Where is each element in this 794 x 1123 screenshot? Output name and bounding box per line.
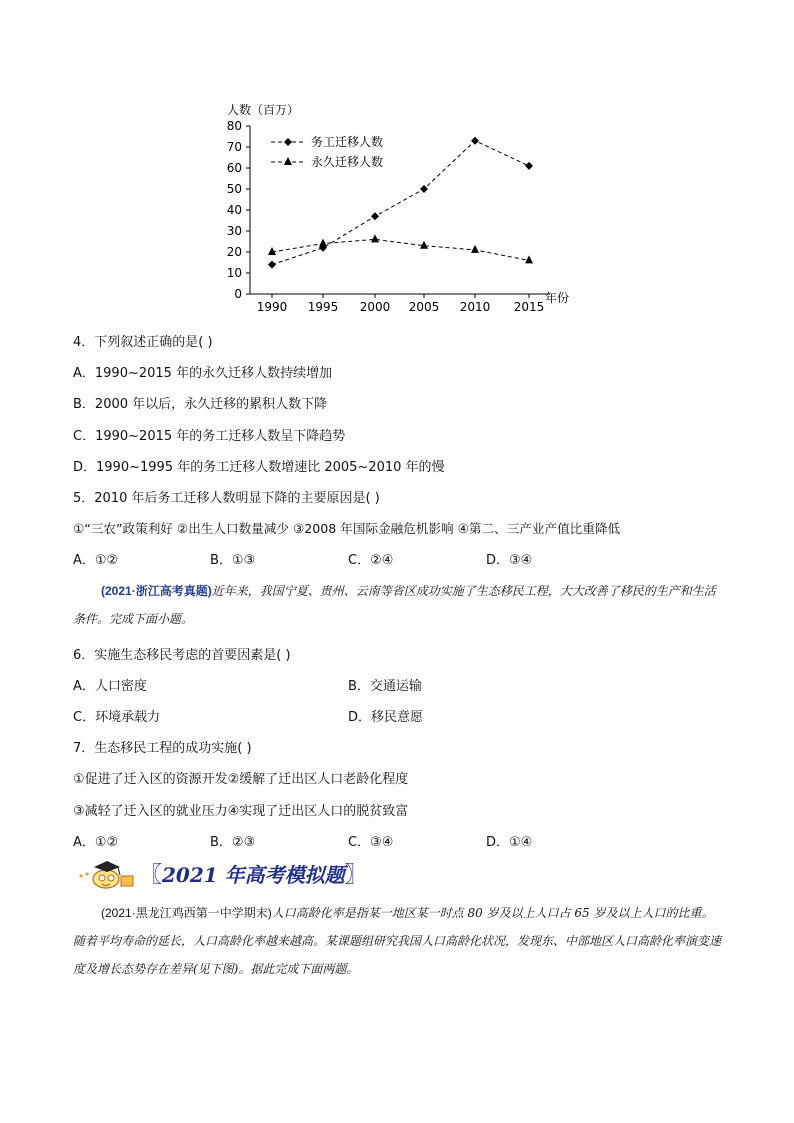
data-point-triangle: [471, 245, 479, 253]
data-point-diamond: [471, 137, 479, 145]
legend-marker-triangle: [284, 157, 292, 165]
y-tick-label: 80: [226, 119, 242, 133]
legend-marker-diamond: [284, 138, 292, 146]
intro-zhejiang-source: (2021·浙江高考真题): [101, 584, 212, 598]
y-tick-label: 20: [226, 245, 242, 259]
intro-zhejiang: [73, 577, 723, 633]
x-tick-label: 1995: [307, 300, 339, 314]
q4-option-b[interactable]: B．2000 年以后，永久迁移的累积人数下降: [73, 397, 328, 412]
intro-zhejiang-text: 近年来，我国宁夏、贵州、云南等省区成功实施了生态移民工程，大大改善了移民的生产和生活条件。完成下面小题。: [73, 584, 716, 626]
x-tick-label: 2010: [459, 300, 491, 314]
q7-option-a[interactable]: A．①②: [73, 835, 119, 850]
data-point-triangle: [319, 239, 327, 247]
left-bracket: 〖: [140, 863, 163, 888]
q6-option-c[interactable]: C．环境承载力: [73, 710, 161, 725]
q6-option-b[interactable]: B．交通运输: [348, 679, 422, 694]
data-point-diamond: [268, 261, 276, 269]
intro-heilongjiang-text: 人口高龄化率是指某一地区某一时点 80 岁及以上人口占 65 岁及以上人口的比重。随着平均寿命的延长，人口高龄化率越来越高。某课题组研究我国人口高龄化状况，发现东、中部地区人口高龄化率演变速度及增长态势存在差异(见下图)。据此完成下面两题。: [73, 906, 722, 976]
q5-option-c[interactable]: C．②④: [348, 553, 394, 568]
data-point-diamond: [525, 162, 533, 170]
q7-option-b[interactable]: B．②③: [210, 835, 256, 850]
data-point-triangle: [268, 247, 276, 255]
right-bracket: 〗: [344, 863, 367, 888]
legend-label-work: 务工迁移人数: [311, 135, 384, 149]
q7-stem: 7．生态移民工程的成功实施( ): [73, 741, 252, 756]
x-tick-label: 2015: [513, 300, 545, 314]
q6-option-a[interactable]: A．人口密度: [73, 679, 147, 694]
y-tick-label: 0: [234, 287, 242, 301]
q4-stem: 4．下列叙述正确的是( ): [73, 335, 213, 350]
chart-svg: [205, 98, 585, 320]
data-point-triangle: [420, 241, 428, 249]
q5-option-a[interactable]: A．①②: [73, 553, 119, 568]
section-banner: [78, 858, 367, 892]
q5-option-b[interactable]: B．①③: [210, 553, 256, 568]
q7-items-line1: ①促进了迁入区的资源开发②缓解了迁出区人口老龄化程度: [73, 772, 409, 787]
y-axis-label: 人数（百万）: [227, 103, 300, 117]
q7-items-line2: ③减轻了迁入区的就业压力④实现了迁出区人口的脱贫致富: [73, 804, 409, 819]
q7-option-d[interactable]: D．①④: [486, 835, 533, 850]
legend-label-permanent: 永久迁移人数: [311, 155, 384, 169]
series-line-1: [272, 239, 529, 260]
x-tick-label: 1990: [256, 300, 288, 314]
y-tick-label: 30: [226, 224, 242, 238]
x-tick-label: 2005: [408, 300, 440, 314]
q4-option-c[interactable]: C．1990~2015 年的务工迁移人数呈下降趋势: [73, 429, 346, 444]
y-tick-label: 70: [226, 140, 242, 154]
section-title: [140, 858, 367, 889]
y-tick-label: 10: [226, 266, 242, 280]
y-tick-label: 50: [226, 182, 242, 196]
q6-option-d[interactable]: D．移民意愿: [348, 710, 424, 725]
data-point-triangle: [371, 234, 379, 242]
data-point-diamond: [371, 212, 379, 220]
y-tick-label: 60: [226, 161, 242, 175]
graduate-cartoon-icon: [78, 858, 138, 892]
q5-stem: 5．2010 年后务工迁移人数明显下降的主要原因是( ): [73, 491, 380, 506]
q5-items: ①“三农”政策利好 ②出生人口数量减少 ③2008 年国际金融危机影响 ④第二、三产业产值比重降低: [73, 521, 621, 536]
y-tick-label: 40: [226, 203, 242, 217]
data-point-diamond: [420, 185, 428, 193]
section-title-text: 2021 年高考模拟题: [162, 863, 345, 887]
q4-option-a[interactable]: A．1990~2015 年的永久迁移人数持续增加: [73, 366, 333, 381]
intro-heilongjiang-source: (2021·黑龙江鸡西第一中学期末): [101, 906, 272, 920]
x-axis-label: 年份: [545, 291, 570, 305]
x-tick-label: 2000: [359, 300, 391, 314]
q4-option-d[interactable]: D．1990~1995 年的务工迁移人数增速比 2005~2010 年的慢: [73, 460, 445, 475]
migration-line-chart: [205, 98, 585, 320]
intro-heilongjiang: [73, 899, 723, 983]
q5-option-d[interactable]: D．③④: [486, 553, 533, 568]
q7-option-c[interactable]: C．③④: [348, 835, 394, 850]
data-point-triangle: [525, 255, 533, 263]
q6-stem: 6．实施生态移民考虑的首要因素是( ): [73, 648, 291, 663]
